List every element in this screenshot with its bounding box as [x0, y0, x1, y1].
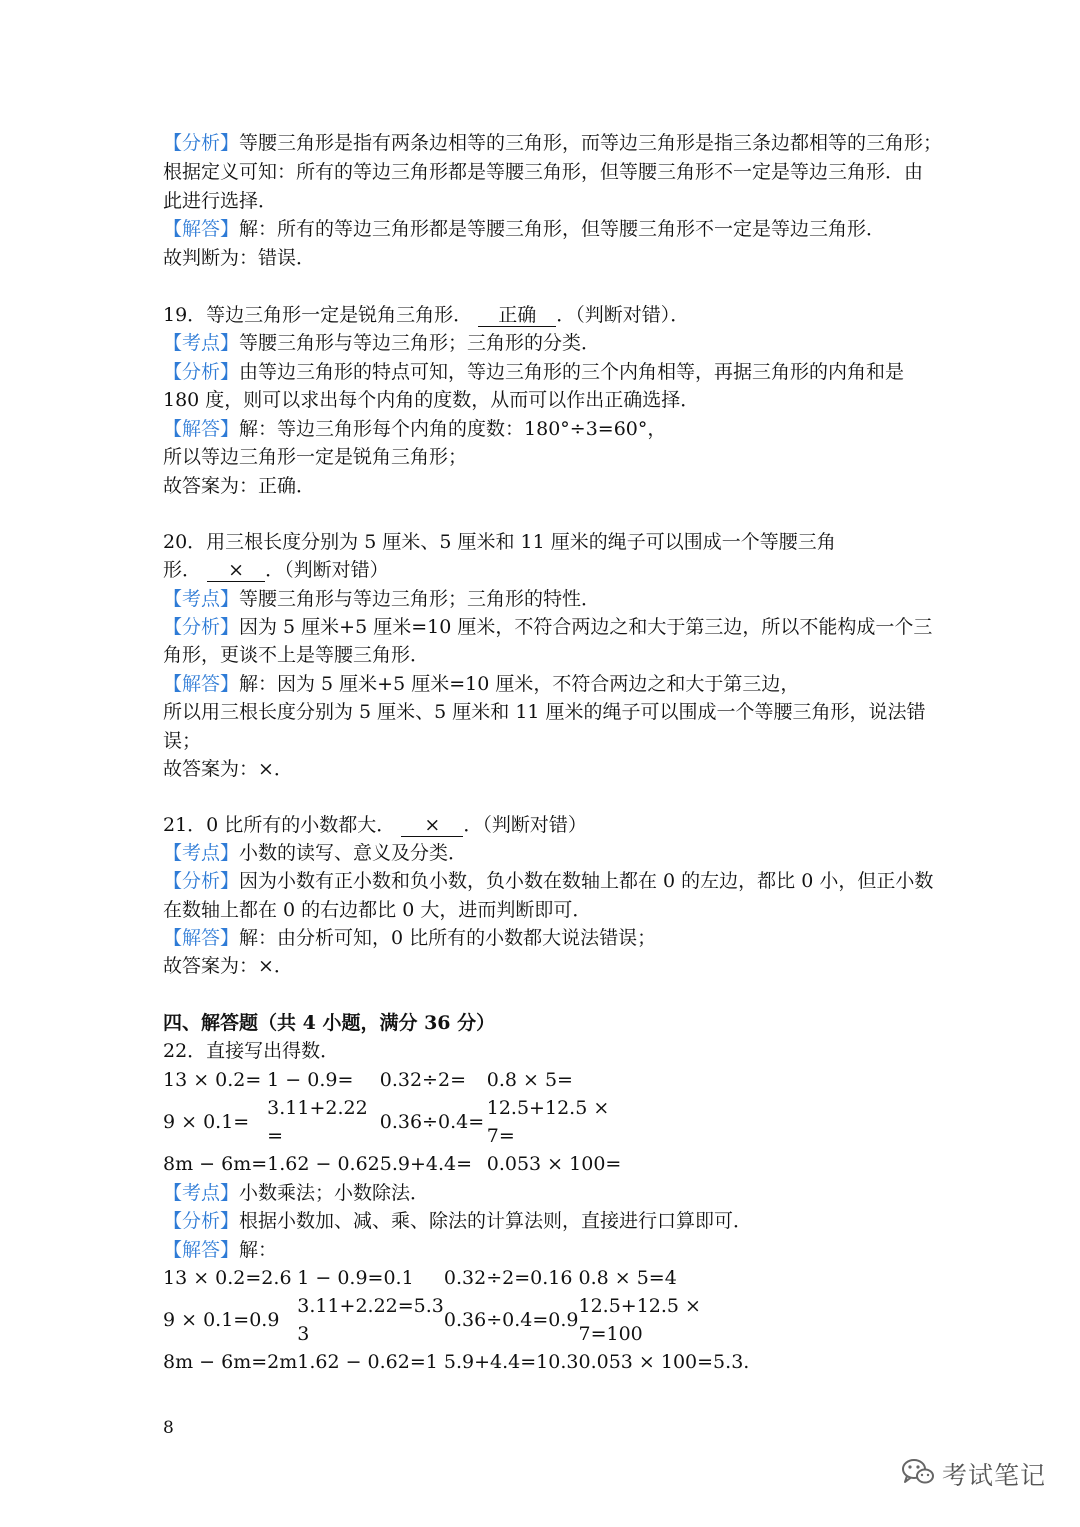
table-cell: 0.053 × 100= — [486, 1153, 622, 1175]
table-row — [163, 1264, 749, 1292]
table-row — [163, 1094, 621, 1150]
table-row — [163, 1066, 621, 1094]
q19-analysis-line: 【分析】由等边三角形的特点可知，等边三角形的三个内角相等，再据三角形的内角和是 — [163, 361, 905, 383]
table-cell: 1.62 − 0.62=1 — [297, 1351, 438, 1373]
table-cell: 1.62 − 0.62 — [267, 1153, 380, 1175]
table-cell: 12.5+12.5 × 7= — [486, 1097, 610, 1147]
knowledge-tag: 【考点】 — [163, 332, 240, 354]
solution-tag: 【解答】 — [163, 673, 240, 695]
q22-problem-table — [163, 1066, 621, 1178]
table-cell: 13 × 0.2= — [163, 1069, 262, 1091]
q19-solution-line: 所以等边三角形一定是锐角三角形； — [163, 446, 468, 468]
q19-knowledge-line: 【考点】等腰三角形与等边三角形；三角形的分类． — [163, 332, 601, 354]
table-cell: 0.32÷2= — [379, 1069, 466, 1091]
table-cell: 13 × 0.2=2.6 — [163, 1267, 292, 1289]
q19-solution-line: 故答案为：正确． — [163, 475, 316, 497]
answer-blank: 正确 — [478, 304, 556, 327]
table-cell: 3.11+2.22 = — [267, 1097, 368, 1147]
table-cell: 0.36÷0.4=0.9 — [443, 1309, 579, 1331]
watermark — [900, 1454, 1050, 1494]
q19-stem: 19．等边三角形一定是锐角三角形． 正确 ．（判断对错）． — [163, 304, 690, 326]
analysis-tag: 【分析】 — [163, 361, 240, 383]
q20-solution-line: 误； — [163, 730, 202, 752]
page-number: 8 — [163, 1418, 174, 1438]
table-cell: 12.5+12.5 × 7=100 — [578, 1295, 701, 1345]
q21-stem: 21．0 比所有的小数都大． × ．（判断对错） — [163, 814, 587, 836]
solution-tag: 【解答】 — [163, 418, 240, 440]
table-cell: 1 − 0.9=0.1 — [297, 1267, 414, 1289]
table-cell: 0.36÷0.4= — [379, 1111, 485, 1133]
q18-analysis-line: 此进行选择． — [163, 190, 278, 212]
q21-analysis-line: 在数轴上都在 0 的右边都比 0 大，进而判断即可． — [163, 899, 592, 921]
wechat-icon — [900, 1457, 936, 1492]
analysis-tag: 【分析】 — [163, 616, 240, 638]
q22-analysis-line: 【分析】根据小数加、减、乘、除法的计算法则，直接进行口算即可． — [163, 1210, 753, 1232]
table-cell: 5.9+4.4= — [379, 1153, 473, 1175]
table-cell: 5.9+4.4=10.3 — [443, 1351, 579, 1373]
table-cell: 0.8 × 5= — [486, 1069, 573, 1091]
q18-solution-line: 【解答】解：所有的等边三角形都是等腰三角形，但等腰三角形不一定是等边三角形． — [163, 218, 886, 240]
table-cell: 0.8 × 5=4 — [578, 1267, 677, 1289]
table-cell: 0.053 × 100=5.3. — [578, 1351, 750, 1373]
q20-knowledge-line: 【考点】等腰三角形与等边三角形；三角形的特性． — [163, 588, 601, 610]
q18-analysis-line: 【分析】等腰三角形是指有两条边相等的三角形，而等边三角形是指三条边都相等的三角形； — [163, 132, 943, 154]
solution-tag: 【解答】 — [163, 218, 240, 240]
q20-analysis-line: 角形，更谈不上是等腰三角形． — [163, 644, 430, 666]
table-row — [163, 1292, 749, 1348]
q20-stem: 20．用三根长度分别为 5 厘米、5 厘米和 11 厘米的绳子可以围成一个等腰三角 — [163, 531, 836, 553]
table-cell: 9 × 0.1= — [163, 1111, 250, 1133]
table-cell: 1 − 0.9= — [267, 1069, 354, 1091]
q20-analysis-line: 【分析】因为 5 厘米+5 厘米=10 厘米，不符合两边之和大于第三边，所以不能构成一个三 — [163, 616, 933, 638]
analysis-tag: 【分析】 — [163, 1210, 240, 1232]
table-cell: 3.11+2.22=5.3 3 — [297, 1295, 444, 1345]
q20-solution-line: 所以用三根长度分别为 5 厘米、5 厘米和 11 厘米的绳子可以围成一个等腰三角形，说法错 — [163, 701, 926, 723]
analysis-tag: 【分析】 — [163, 132, 240, 154]
table-cell: 9 × 0.1=0.9 — [163, 1309, 280, 1331]
knowledge-tag: 【考点】 — [163, 842, 240, 864]
q20-solution-line: 故答案为：×． — [163, 758, 293, 780]
table-cell: 8m − 6m= — [163, 1153, 268, 1175]
q21-knowledge-line: 【考点】小数的读写、意义及分类． — [163, 842, 468, 864]
q21-solution-line: 故答案为：×． — [163, 955, 293, 977]
analysis-tag: 【分析】 — [163, 870, 240, 892]
q22-stem: 22．直接写出得数． — [163, 1040, 340, 1062]
answer-blank: × — [207, 559, 265, 582]
q20-solution-line: 【解答】解：因为 5 厘米+5 厘米=10 厘米，不符合两边之和大于第三边， — [163, 673, 800, 695]
table-cell: 8m − 6m=2m — [163, 1351, 298, 1373]
section-heading: 四、解答题（共 4 小题，满分 36 分） — [163, 1012, 496, 1034]
solution-tag: 【解答】 — [163, 927, 240, 949]
solution-tag: 【解答】 — [163, 1239, 240, 1261]
q19-analysis-line: 180 度，则可以求出每个内角的度数，从而可以作出正确选择． — [163, 389, 700, 411]
q22-knowledge-line: 【考点】小数乘法；小数除法． — [163, 1182, 430, 1204]
q22-answer-table — [163, 1264, 749, 1376]
table-row — [163, 1150, 621, 1178]
q21-solution-line: 【解答】解：由分析可知，0 比所有的小数都大说法错误； — [163, 927, 657, 949]
table-cell: 0.32÷2=0.16 — [443, 1267, 573, 1289]
q20-stem: 形． × ．（判断对错） — [163, 559, 389, 581]
answer-blank: × — [401, 814, 463, 837]
table-row — [163, 1348, 749, 1376]
q19-solution-line: 【解答】解：等边三角形每个内角的度数：180°÷3=60°， — [163, 418, 667, 440]
knowledge-tag: 【考点】 — [163, 1182, 240, 1204]
q22-solution-line: 【解答】解： — [163, 1239, 278, 1261]
knowledge-tag: 【考点】 — [163, 588, 240, 610]
watermark-text: 考试笔记 — [942, 1461, 1047, 1490]
q21-analysis-line: 【分析】因为小数有正小数和负小数，负小数在数轴上都在 0 的左边，都比 0 小，但正小数 — [163, 870, 934, 892]
q18-solution-line: 故判断为：错误． — [163, 247, 316, 269]
q18-analysis-line: 根据定义可知：所有的等边三角形都是等腰三角形，但等腰三角形不一定是等边三角形．由 — [163, 161, 924, 183]
